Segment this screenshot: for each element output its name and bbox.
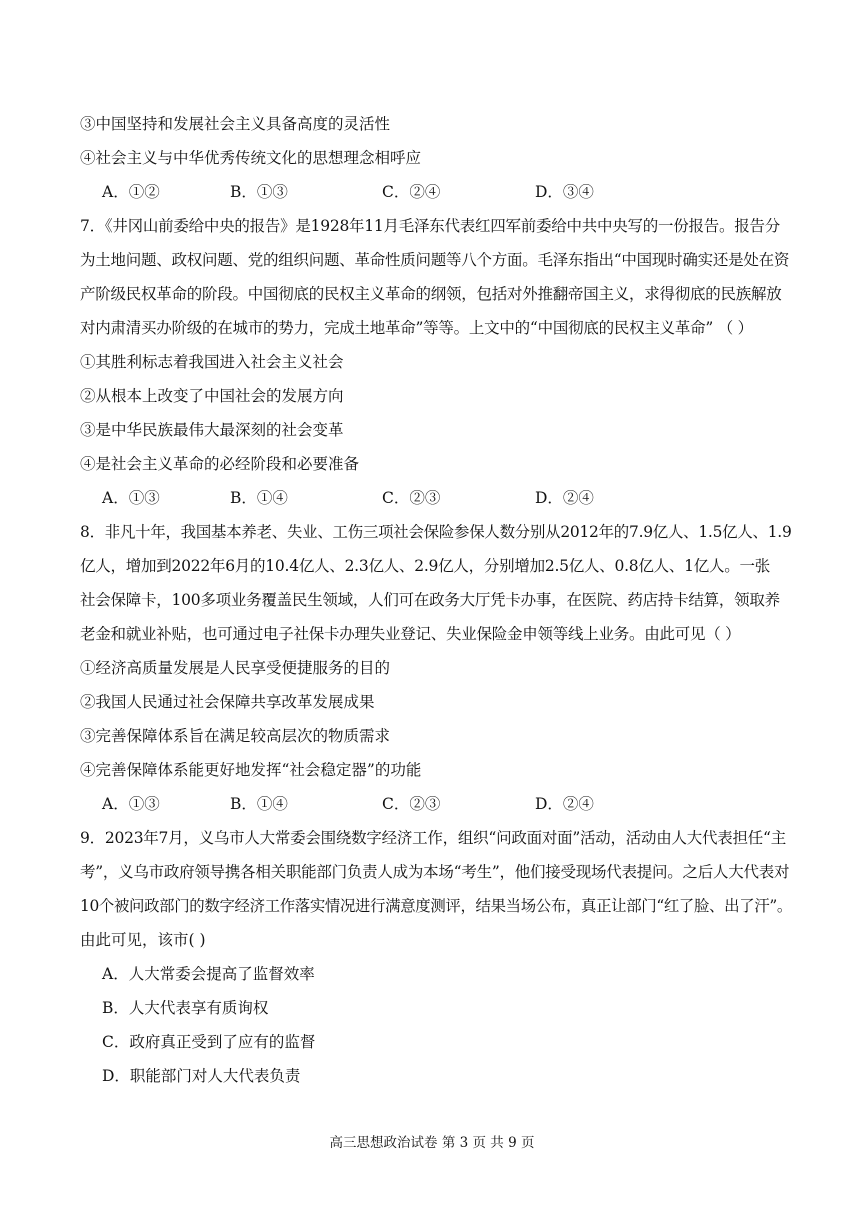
q9-option-a: A．人大常委会提高了监督效率: [102, 965, 315, 983]
q6-item-3: ③中国坚持和发展社会主义具备高度的灵活性: [80, 115, 391, 133]
q8-option-d: D．②④: [535, 795, 594, 813]
q8-stem-line: 社会保障卡，100多项业务覆盖民生领域，人们可在政务大厅凭卡办事，在医院、药店持卡结算，领取养: [80, 591, 780, 609]
q8-option-b: B．①④: [230, 795, 288, 813]
q7-stem-line: 为土地问题、政权问题、党的组织问题、革命性质问题等八个方面。毛泽东指出“中国现时确实还是处在资: [80, 251, 790, 269]
q6-item-4: ④社会主义与中华优秀传统文化的思想理念相呼应: [80, 149, 422, 167]
q9-option-d: D．职能部门对人大代表负责: [102, 1067, 301, 1085]
q7-option-c: C．②③: [382, 489, 441, 507]
q6-option-b: B．①③: [230, 183, 288, 201]
q8-stem-line: 老金和就业补贴，也可通过电子社保卡办理失业登记、失业保险金申领等线上业务。由此可见（ ）: [80, 625, 741, 643]
q9-stem-line: 由此可见，该市( ): [80, 931, 206, 949]
q8-item-3: ③完善保障体系旨在满足较高层次的物质需求: [80, 727, 391, 745]
q6-option-c: C．②④: [382, 183, 441, 201]
q7-item-4: ④是社会主义革命的必经阶段和必要准备: [80, 455, 360, 473]
q9-stem-line: 9．2023年7月，义乌市人大常委会围绕数字经济工作，组织“问政面对面”活动，活动由人大代表担任“主: [80, 829, 786, 847]
page-footer: 高三思想政治试卷 第 3 页 共 9 页: [329, 1135, 535, 1151]
q7-option-d: D．②④: [535, 489, 594, 507]
q7-stem-line: 产阶级民权革命的阶段。中国彻底的民权主义革命的纲领，包括对外推翻帝国主义，求得彻底的民族解放: [80, 285, 782, 303]
q8-stem-line: 亿人，增加到2022年6月的10.4亿人、2.3亿人、2.9亿人，分别增加2.5亿人、0.8亿人、1亿人。一张: [80, 557, 771, 575]
q8-item-2: ②我国人民通过社会保障共享改革发展成果: [80, 693, 375, 711]
q6-option-d: D．③④: [535, 183, 594, 201]
q7-stem-line: 7．《井冈山前委给中央的报告》是1928年11月毛泽东代表红四军前委给中共中央写的一份报告。报告分: [80, 217, 781, 235]
q8-item-1: ①经济高质量发展是人民享受便捷服务的目的: [80, 659, 391, 677]
q7-stem-line: 对内肃清买办阶级的在城市的势力，完成土地革命”等等。上文中的“中国彻底的民权主义革命” （ ）: [80, 319, 753, 337]
q6-option-a: A．①②: [102, 183, 160, 201]
q9-stem-line: 10个被问政部门的数字经济工作落实情况进行满意度测评，结果当场公布，真正让部门“红了脸、出了汗”。: [80, 897, 792, 915]
q8-option-a: A．①③: [102, 795, 160, 813]
q7-option-b: B．①④: [230, 489, 288, 507]
q7-item-3: ③是中华民族最伟大最深刻的社会变革: [80, 421, 344, 439]
q8-stem-line: 8．非凡十年，我国基本养老、失业、工伤三项社会保险参保人数分别从2012年的7.9亿人、1.5亿人、1.9: [80, 523, 792, 541]
q7-item-2: ②从根本上改变了中国社会的发展方向: [80, 387, 344, 405]
q7-option-a: A．①③: [102, 489, 160, 507]
q8-item-4: ④完善保障体系能更好地发挥“社会稳定器”的功能: [80, 761, 422, 779]
q9-stem-line: 考”，义乌市政府领导携各相关职能部门负责人成为本场“考生”，他们接受现场代表提问。之后人大代表对: [80, 863, 790, 881]
q8-option-c: C．②③: [382, 795, 441, 813]
q7-item-1: ①其胜利标志着我国进入社会主义社会: [80, 353, 344, 371]
q9-option-b: B．人大代表享有质询权: [102, 999, 269, 1017]
q9-option-c: C．政府真正受到了应有的监督: [102, 1033, 316, 1051]
